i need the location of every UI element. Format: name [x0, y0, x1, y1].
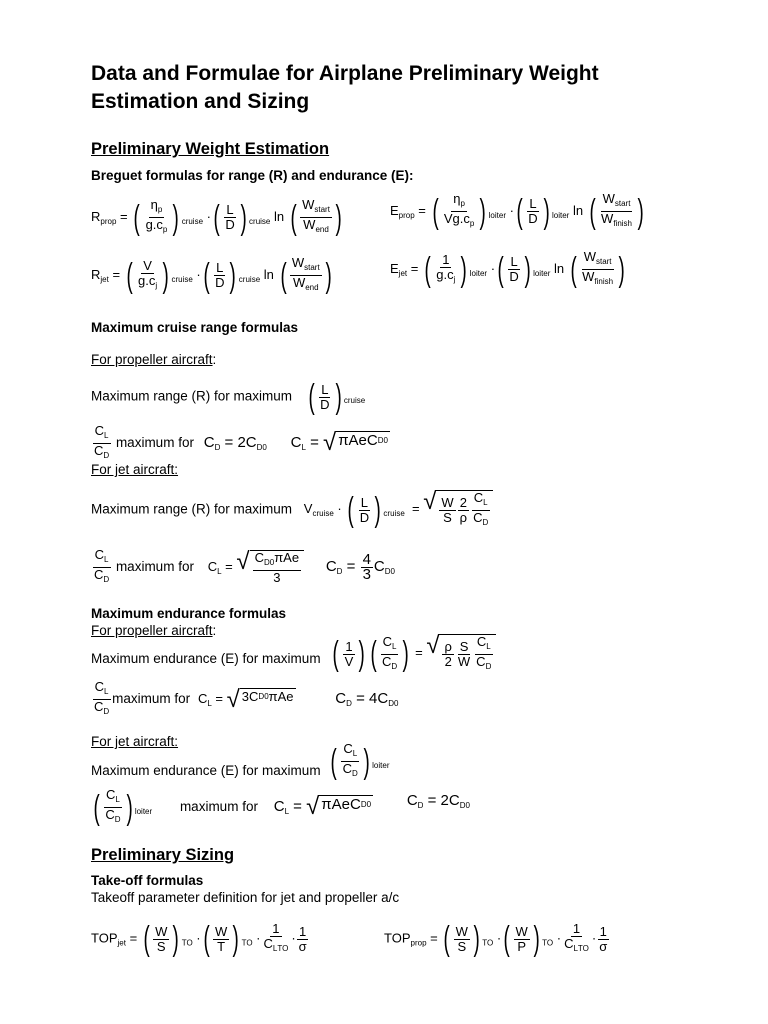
max-range-jet-line: Maximum range (R) for maximum $V_{cruise}$ · ( $\frac{L}{D}$ ) $_{cruise}$ = √ $\frac{W}{S}$ $\frac{2}{\rho}$ $\frac{C_L}{C_D}$	[91, 490, 493, 530]
formula-endurance-jet: $E_{jet}$ = ( $\frac{1}{g.c_j}$ ) $_{loiter}$ · ( $\frac{L}{D}$ ) $_{loiter}$ ln ( $\frac{W_{start}}{W_{finish}}$ )	[390, 249, 625, 289]
page-title: Data and Formulae for Airplane Preliminary Weight Estimation and Sizing	[91, 62, 599, 113]
section-heading-sizing: Preliminary Sizing	[91, 846, 235, 864]
cl3-cd2-max-line: $\frac{C_L}{C_D}$ maximum for $C_L$ = √ 3C D0 πAe $C_D = 4C_{D0}$	[94, 679, 399, 716]
prop-aircraft-label: For propeller aircraft:	[91, 352, 217, 367]
takeoff-text: Takeoff parameter definition for jet and propeller a/c	[91, 890, 400, 905]
max-endurance-prop-line: Maximum endurance (E) for maximum ( $\frac{1}{V}$ ) ( $\frac{C_L}{C_D}$ ) = √ $\frac{\rho}{2}$ $\frac{S}{W}$ $\frac{C_L}{C_D}$	[91, 634, 496, 674]
max-endurance-heading: Maximum endurance formulas	[91, 606, 287, 621]
formula-top-jet: $TOP_{jet}$ = ( $\frac{W}{S}$ ) $_{TO}$ · ( $\frac{W}{T}$ ) $_{TO}$ · $\frac{1}{C_{LTO}}$ · $\frac{1}{\sigma}$	[91, 920, 307, 958]
max-cruise-heading: Maximum cruise range formulas	[91, 320, 299, 335]
max-range-prop-line: Maximum range (R) for maximum ( $\frac{L}{D}$ ) $_{cruise}$	[91, 378, 366, 416]
jet-aircraft-label: For jet aircraft:	[91, 462, 179, 477]
jet-aircraft-label-2: For jet aircraft:	[91, 734, 179, 749]
max-endurance-jet-line: Maximum endurance (E) for maximum ( $\frac{C_L}{C_D}$ ) $_{loiter}$	[91, 741, 390, 781]
formula-range-prop: $R_{prop}$ = ( $\frac{\eta_p}{g.c_p}$ ) $_{cruise}$ · ( $\frac{L}{D}$ ) $_{cruise}$ ln ( $\frac{W_{start}}{W_{end}}$ )	[91, 197, 342, 237]
cl-cd-max-line: $\frac{C_L}{C_D}$ maximum for $C_D = 2C_{D0}$ $C_L$ = √ πAeC D0	[94, 423, 388, 460]
formula-range-jet: $R_{jet}$ = ( $\frac{V}{g.c_j}$ ) $_{cruise}$ · ( $\frac{L}{D}$ ) $_{cruise}$ ln ( $\frac{W_{start}}{W_{end}}$ )	[91, 255, 332, 295]
cl-cd2-max-line: $\frac{C_L}{C_D}$ maximum for $C_L$ = √ $\frac{C_{D0}\pi Ae}{3}$ $C_D$ = $\frac{4}{3}$ $C_{D0}$	[94, 547, 395, 586]
prop-aircraft-label-2: For propeller aircraft:	[91, 623, 217, 638]
section-heading-weight-estimation: Preliminary Weight Estimation	[91, 140, 330, 158]
takeoff-heading: Take-off formulas	[91, 873, 204, 888]
cl-cd-loiter-max-line: ( $\frac{C_L}{C_D}$ ) $_{loiter}$ maximum for $C_L$ = √ πAeC D0 $C_D = 2C_{D0}$	[93, 787, 470, 827]
breguet-heading: Breguet formulas for range (R) and endurance (E):	[91, 168, 414, 183]
formula-endurance-prop: $E_{prop}$ = ( $\frac{\eta_p}{Vg.c_p}$ ) $_{loiter}$ · ( $\frac{L}{D}$ ) $_{loiter}$ ln ( $\frac{W_{start}}{W_{finish}}$ )	[390, 191, 644, 231]
formula-top-prop: $TOP_{prop}$ = ( $\frac{W}{S}$ ) $_{TO}$ · ( $\frac{W}{P}$ ) $_{TO}$ · $\frac{1}{C_{LTO}}$ · $\frac{1}{\sigma}$	[384, 920, 608, 958]
